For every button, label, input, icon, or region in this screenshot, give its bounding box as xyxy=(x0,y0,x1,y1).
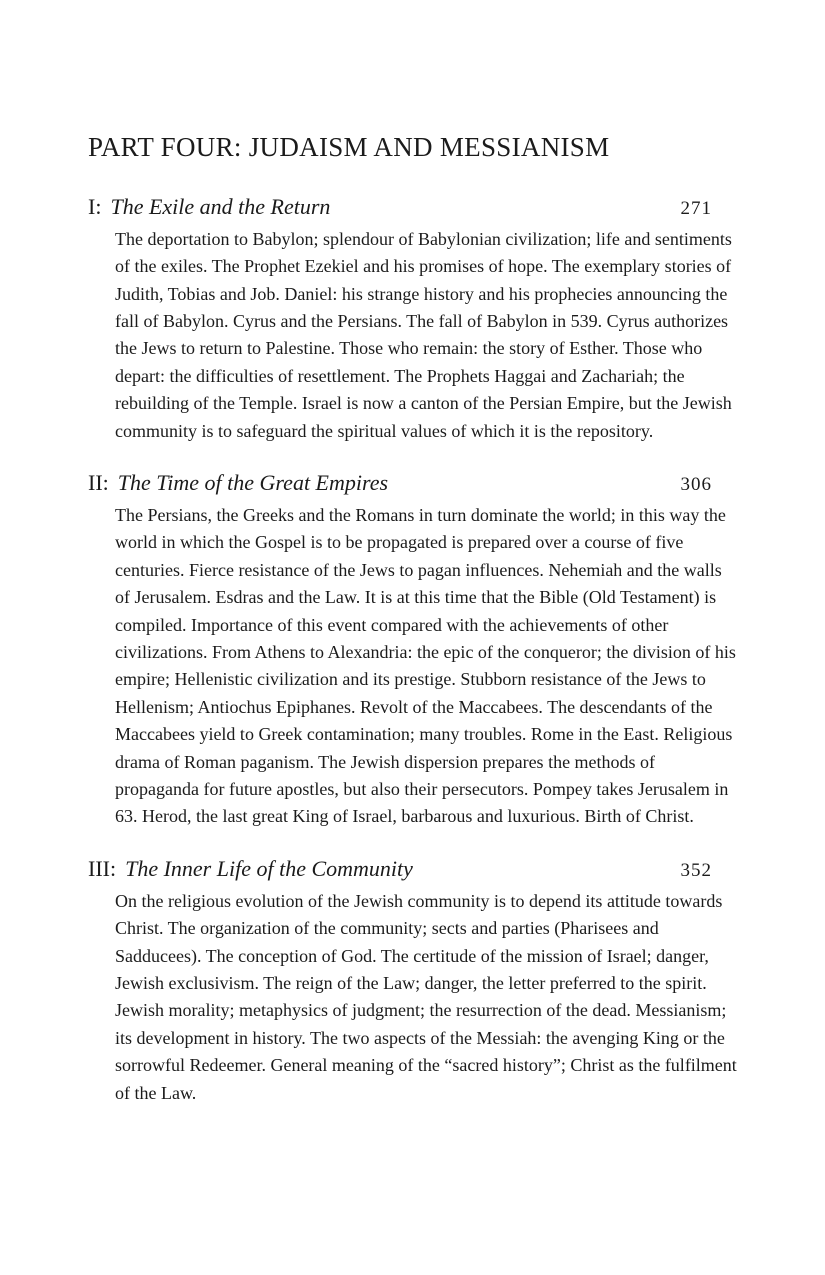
section-summary: The Persians, the Greeks and the Romans in turn dominate the world; in this way the world in which the Gospel is to be propagated is prepared over a course of five centuries. Fierce resistance of the Jews to pagan influences. Nehemiah and the walls of Jerusalem. Esdras and the Law. It is at this time that the Bible (Old Testament) is compiled. Importance of this event compared with the achievements of other civilizations. From Athens to Alexandria: the epic of the conqueror; the division of his empire; Hellenistic civilization and its prestige. Stubborn resistance of the Jews to Hellenism; Antiochus Epiphanes. Revolt of the Maccabees. The descendants of the Maccabees yield to Greek contamination; many troubles. Rome in the East. Religious drama of Roman paganism. The Jewish dispersion prepares the methods of propaganda for future apostles, but also their persecutors. Pompey takes Jerusalem in 63. Herod, the last great King of Israel, barbarous and luxurious. Birth of Christ. xyxy=(115,504,736,827)
section-page-number: 352 xyxy=(680,859,712,881)
section-page-number: 271 xyxy=(680,197,712,219)
section-heading xyxy=(88,855,737,885)
toc-section-inner-life-of-community xyxy=(88,855,737,1107)
section-heading xyxy=(88,469,737,499)
toc-section-exile-and-return xyxy=(88,193,737,445)
section-page-number: 306 xyxy=(680,473,712,495)
section-heading xyxy=(88,193,737,223)
section-title: The Time of the Great Empires xyxy=(117,469,389,495)
section-summary: The deportation to Babylon; splendour of Babylonian civilization; life and sentiments of the exiles. The Prophet Ezekiel and his promises of hope. The exemplary stories of Judith, Tobias and Job. Daniel: his strange history and his prophecies announcing the fall of Babylon. Cyrus and the Persians. The fall of Babylon in 539. Cyrus authorizes the Jews to return to Palestine. Those who remain: the story of Esther. Those who depart: the difficulties of resettlement. The Prophets Haggai and Zachariah; the rebuilding of the Temple. Israel is now a canton of the Persian Empire, but the Jewish community is to safeguard the spiritual values of which it is the repository. xyxy=(115,228,732,441)
section-title: The Exile and the Return xyxy=(110,193,331,219)
toc-section-time-of-great-empires xyxy=(88,469,737,831)
section-numeral: III: xyxy=(88,855,117,881)
section-title: The Inner Life of the Community xyxy=(125,855,413,881)
page-title: PART FOUR: JUDAISM AND MESSIANISM xyxy=(88,132,610,162)
section-summary: On the religious evolution of the Jewish community is to depend its attitude towards Christ. The organization of the community; sects and parties (Pharisees and Sadducees). The conception of God. The certitude of the mission of Israel; danger, Jewish exclusivism. The reign of the Law; danger, the letter preferred to the spirit. Jewish morality; metaphysics of judgment; the resurrection of the dead. Messianism; its development in history. The two aspects of the Messiah: the avenging King or the sorrowful Redeemer. General meaning of the “sacred history”; Christ as the fulfilment of the Law. xyxy=(115,890,737,1103)
section-numeral: II: xyxy=(88,469,109,495)
section-numeral: I: xyxy=(88,193,102,219)
